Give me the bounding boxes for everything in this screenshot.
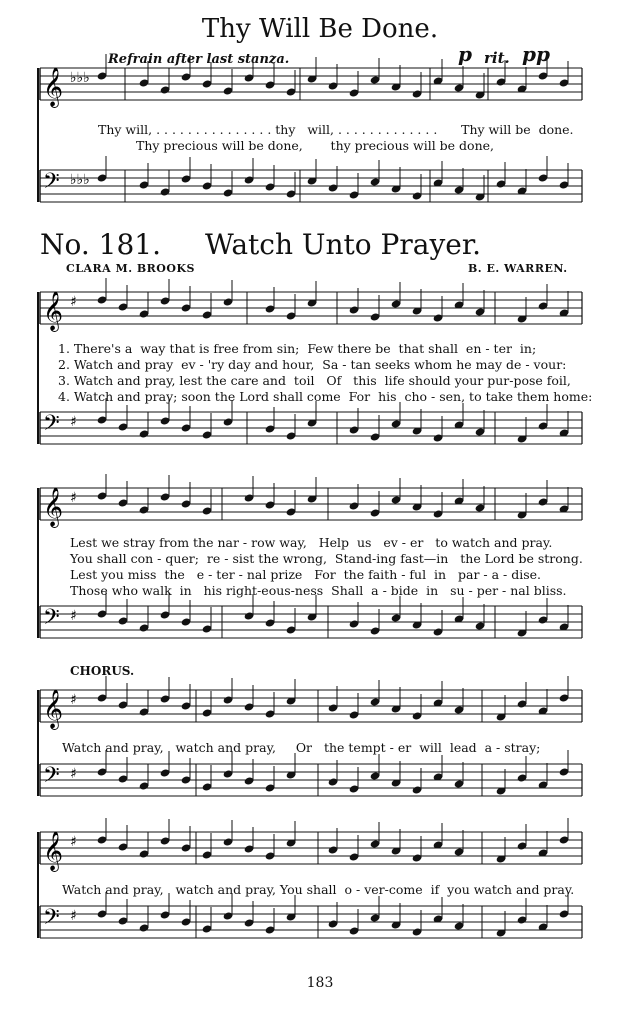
chorus-lyric-line: Watch and pray, watch and pray, You shall o - ver-come if you watch and pray. xyxy=(62,882,575,897)
bass-clef-icon: 𝄢 xyxy=(43,605,60,635)
verse-line: 2. Watch and pray ev - 'ry day and hour, Sa - tan seeks whom he may de - vour: xyxy=(58,357,567,372)
verse-line: You shall con - quer; re - sist the wrong, Stand-ing fast—in the Lord be strong. xyxy=(70,551,583,566)
treble-clef-icon: 𝄞 xyxy=(43,831,64,871)
sharp-key-signature-icon: ♯ xyxy=(70,608,77,624)
treble-clef-icon: 𝄞 xyxy=(43,689,64,729)
refrain-note: Refrain after last stanza. xyxy=(108,52,290,67)
dynamic-marking-pianissimo: pp xyxy=(522,42,550,66)
lyric-line: Thy precious will be done, thy precious will be done, xyxy=(136,138,494,153)
author-credit: CLARA M. BROOKS xyxy=(66,262,195,275)
sharp-key-signature-icon: ♯ xyxy=(70,414,77,430)
composer-credit: B. E. WARREN. xyxy=(468,262,568,275)
treble-clef-icon: 𝄞 xyxy=(43,291,64,331)
bass-clef-icon: 𝄢 xyxy=(43,169,60,199)
dynamic-marking-piano: p xyxy=(458,42,472,66)
sharp-key-signature-icon: ♯ xyxy=(70,692,77,708)
sharp-key-signature-icon: ♯ xyxy=(70,766,77,782)
flat-key-signature-icon: ♭♭♭ xyxy=(70,172,90,188)
bass-clef-icon: 𝄢 xyxy=(43,411,60,441)
verse-line: 1. There's a way that is free from sin; Few there be that shall en - ter in; xyxy=(58,341,537,356)
hymn-title: Watch Unto Prayer. xyxy=(205,228,482,261)
chorus-label: CHORUS. xyxy=(70,664,135,678)
bass-clef-icon: 𝄢 xyxy=(43,905,60,935)
sharp-key-signature-icon: ♯ xyxy=(70,490,77,506)
hymn-title-top: Thy Will Be Done. xyxy=(201,14,439,44)
sharp-key-signature-icon: ♯ xyxy=(70,294,77,310)
dynamic-marking-ritardando: rit. xyxy=(484,49,510,67)
verse-line: Lest you miss the e - ter - nal prize For the faith - ful in par - a - dise. xyxy=(70,567,542,582)
treble-clef-icon: 𝄞 xyxy=(43,487,64,527)
bass-clef-icon: 𝄢 xyxy=(43,763,60,793)
verse-line: 4. Watch and pray; soon the Lord shall come For his cho - sen, to take them home: xyxy=(58,389,593,404)
lyric-line: Thy will, . . . . . . . . . . . . . . . thy will, . . . . . . . . . . . . . Thy will be done. xyxy=(98,122,574,137)
flat-key-signature-icon: ♭♭♭ xyxy=(70,70,90,86)
hymn-number: No. 181. xyxy=(40,228,162,261)
verse-line: Those who walk in his right-eous-ness Shall a - bide in su - per - nal bliss. xyxy=(70,583,567,598)
treble-clef-icon: 𝄞 xyxy=(43,67,64,107)
sharp-key-signature-icon: ♯ xyxy=(70,834,77,850)
verse-line: 3. Watch and pray, lest the care and toil Of this life should your pur-pose foil, xyxy=(58,373,571,388)
sharp-key-signature-icon: ♯ xyxy=(70,908,77,924)
verse-line: Lest we stray from the nar - row way, Help us ev - er to watch and pray. xyxy=(70,535,553,550)
page-number: 183 xyxy=(306,975,334,991)
chorus-lyric-line: Watch and pray, watch and pray, Or the tempt - er will lead a - stray; xyxy=(62,740,541,755)
